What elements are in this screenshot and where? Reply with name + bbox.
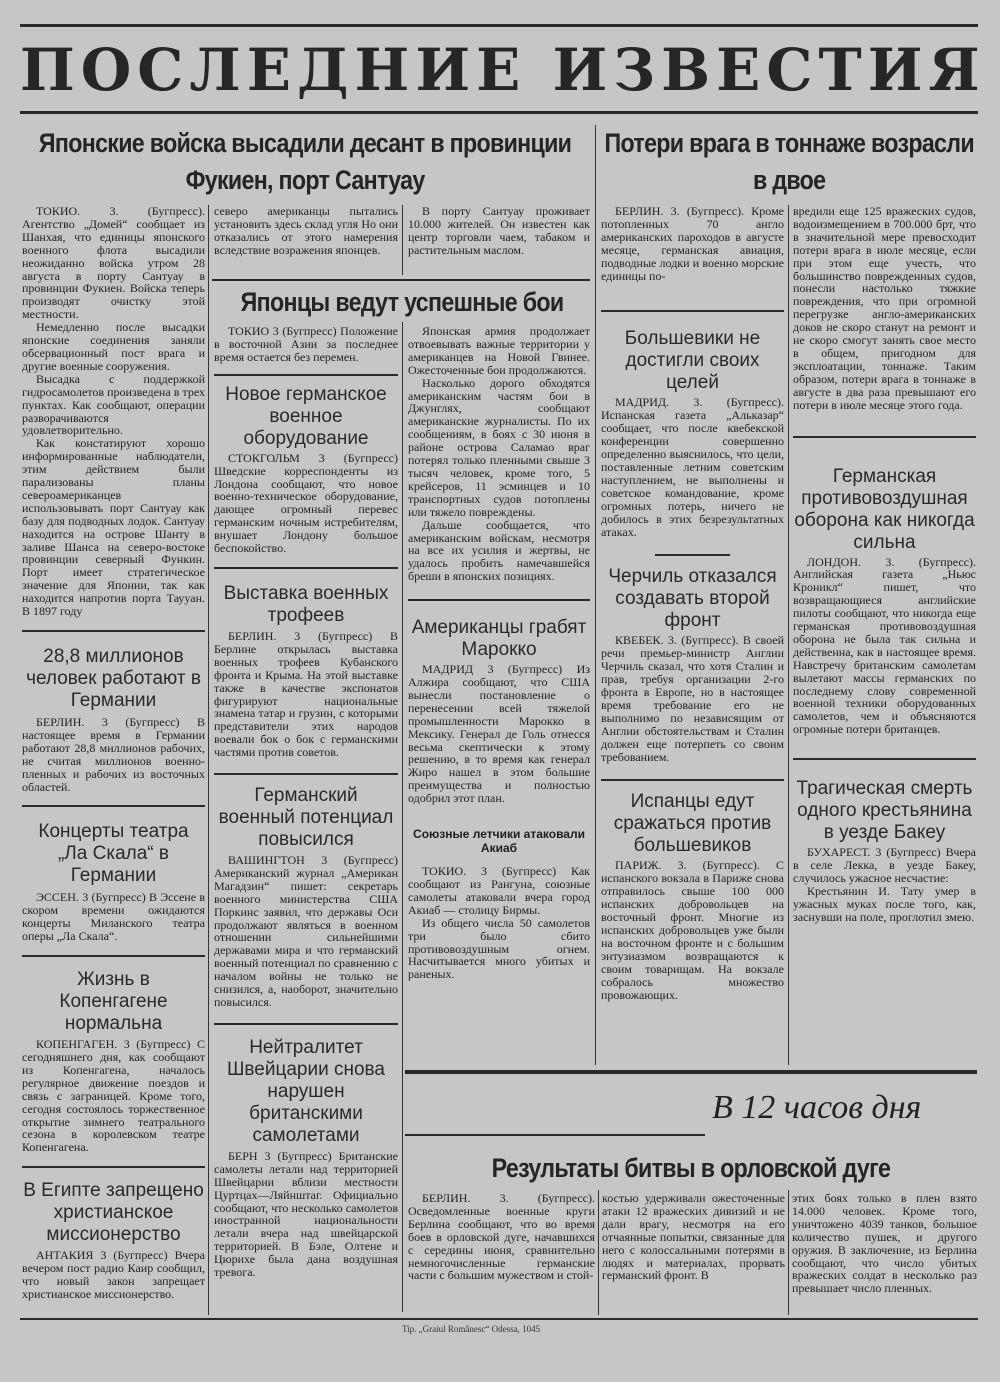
printer-imprint: Tip. „Graiul Românesc“ Odessa, 1045	[402, 1324, 541, 1334]
headline-churchill: Черчиль отказался создавать второй фронт	[608, 566, 777, 632]
paragraph: ТОКИО 3 (Бугпресс) Положение в восточной Азии за последнее время остается без перемен.	[214, 324, 398, 364]
headline-workers: 28,8 миллионов человек работают в Германии	[26, 646, 201, 711]
article-japan-fight-col2	[214, 325, 398, 364]
column-4	[601, 205, 784, 1001]
divider	[405, 1134, 705, 1136]
masthead-bottom-rule	[20, 111, 978, 114]
headline-tragic: Трагическая смерть одного крестьянина в уезде Бакеу	[796, 778, 973, 844]
section-top-rule	[405, 1070, 977, 1074]
paragraph: Немедленно после высадки японские соединения заняли обсервационный пост врага и другие военные сооружения.	[22, 320, 205, 373]
article-spaniards	[601, 859, 784, 1001]
article-orel-col2	[602, 1192, 785, 1282]
paragraph: Японская армия продолжает отвоевывать важные территории у американцев на Новой Гвинее. Ожесточенные бои продолжаются.	[408, 324, 590, 377]
paragraph: СТОКГОЛЬМ 3 (Бугпресс) Шведские корреспонденты из Лондона сообщают, что новое военно-техническое оборудование, дающее огромный перевес германским ночным истребителям, внушает Лондону большое беспокойство.	[214, 450, 398, 556]
headline-copenhagen: Жизнь в Копенгагене нормальна	[59, 969, 168, 1035]
paragraph: БЕРЛИН. 3 (Бугпресс) В Берлине открылась выставка военных трофеев Кубанского фронта и Крыма. На этой выставке также в качестве экспонатов фигурируют национальные знамена татар и грузин, с которыми представители этих народов воевали бок о бок с германскими частями против советов.	[214, 628, 398, 760]
article-trophies	[214, 630, 398, 759]
column-divider	[788, 205, 789, 1065]
paragraph: Высадка с поддержкой гидросамолетов произведена в трех пунктах. Как сообщают, операции разворачиваются удовлетворительно.	[22, 371, 205, 438]
column-divider	[598, 1190, 599, 1315]
article-workers	[22, 716, 205, 793]
paragraph: ВАШИНГТОН 3 (Бугпресс) Американский журнал „Американ Магадзин“ пишет: секретарь военного министерства США Поркинс заявил, что державы Оси продолжают являться в военном отношении сильнейшими державами мира и что германский военный потенциал по сравнению с началом войны не только не снизился, а, наоборот, значительно повысился.	[214, 853, 398, 1009]
section-title-noon: В 12 часов дня	[712, 1089, 922, 1126]
paragraph: Дальше сообщается, что американским войскам, несмотря на все их усилия и жертвы, не удалось пробить намечавшейся бреши в японских позициях.	[408, 517, 590, 584]
column-2	[214, 325, 398, 1279]
column-divider	[402, 322, 403, 1312]
paragraph: костью удерживали ожесточенные атаки 12 вражеских дивизий и не дали врагу, несмотря на его отчаянные попытки, связанные для него с колоссальными потерями в людях и материалах, прорвать германский фронт. В	[602, 1191, 785, 1283]
paragraph: ТОКИО. 3 (Бугпресс) Как сообщают из Рангуна, союзные самолеты атаковали вчера город Акиаб — столицу Бирмы.	[408, 864, 590, 917]
article-tokyo-col3	[408, 205, 590, 257]
paragraph: МАДРИД 3 (Бугпресс) Из Алжира сообщают, что США вынесли постановление о перенесении всей тяжелой промышленности Марокко в Мексику. Генерал де Голь отнесся весьма скептически к этому решению, в то время как генерал Жиро нашел в этом большие преимущества и полностью одобрил этот план.	[408, 662, 590, 806]
divider	[22, 1166, 205, 1168]
article-akyab	[408, 865, 590, 981]
column-divider	[788, 1190, 789, 1315]
headline-akyab: Союзные летчики атаковали Акиаб	[413, 827, 585, 856]
column-divider	[595, 125, 596, 1065]
headline-potential: Германский военный потенциал повысился	[218, 785, 394, 851]
divider	[601, 310, 784, 312]
divider	[214, 773, 398, 775]
headline-tonnage: Потери врага в тоннаже возрасли в двое	[604, 128, 974, 195]
divider	[408, 599, 590, 601]
article-tonnage-col4	[601, 205, 784, 282]
paragraph: ТОКИО. 3. (Бугпресс). Агентство „Домей“ сообщает из Шанхая, что единицы японского военного флота высадили неожиданно войска утром 28 августа в порту Сантуау в провинции Фукиен. Войска теперь производят очистку этой местности.	[22, 204, 205, 322]
article-egypt	[22, 1249, 205, 1301]
paragraph: Насколько дорого обходятся американским частям бои в Джунглях, сообщают американские журналисты. По их сообщениям, в боях с 30 июня в районе острова Саламао враг потерял только пленными свыше 3 тысяч человек, кроме того, 5 крейсеров, 11 эсминцев и 10 транспортных судов потоплены или тяжело повреждены.	[408, 375, 590, 519]
article-tokyo-col1	[22, 205, 205, 618]
divider	[22, 630, 205, 632]
paragraph: БЕРН 3 (Бугпресс) Британские самолеты летали над территорией Швейцарии вблизи местности Цуртцах—Ляйнштаг. Официально сообщают, что несколько самолетов иностранной национальности летали вчера над швейцарской территорией. В Бэле, Олтене и Цюрихе была дана воздушная тревога.	[214, 1148, 398, 1280]
divider	[655, 554, 730, 556]
column-divider	[208, 205, 209, 1315]
headline-trophies: Выставка военных трофеев	[223, 582, 389, 626]
paragraph: МАДРИД. 3. (Бугпресс). Испанская газета „Альказар“ сообщает, что после квебекской конференции совершенно определенно выяснилось, что цели, поставленные летним советским наступлением, не выполнены и советское командование, кроме огромных потерь, ничего не добилось в этих безрезультатных атаках.	[601, 395, 784, 539]
article-churchill	[601, 634, 784, 763]
paragraph: ЛОНДОН. 3. (Бугпресс). Английская газета „Ньюс Кроникл“ пишет, что возвращающиеся английские пилоты сообщают, что никогда еще германская противовоздушная оборона не была так сильна и действенна, как в настоящее время. Навстречу британским самолетам вылетают массы германских по последнему слову современной военной техники оборудованных самолетов, чем и объясняются огромные потери британцев.	[793, 554, 976, 737]
headline-japan-fight: Японцы ведут успешные бои	[240, 287, 564, 317]
article-copenhagen	[22, 1038, 205, 1154]
paragraph: вредили еще 125 вражеских судов, водоизмещением в 700.000 брт, что в значительной мере превосходит потери врага в июле месяце, если при этом еще учесть, что большинство поврежденных судов, понесли настолько тяжкие повреждения, что при огромной перегрузке англо-американских доков не скоро станут на ремонт и не скоро смогут занять свое место в общем, пригодном для эксплоатации, тоннаже. Таким образом, потери врага в тоннаже в августе в два раза превышают его потери в июле месяце этого года.	[793, 204, 976, 412]
article-morocco	[408, 663, 590, 805]
divider	[214, 567, 398, 569]
article-tonnage-col5	[793, 205, 976, 412]
headline-equipment: Новое германское военное оборудование	[225, 383, 387, 449]
divider	[601, 779, 784, 781]
paragraph: Как констатируют хорошо информированные наблюдатели, этим действием были парализованы планы североамериканцев использовывать порт Сантуау как базу для подводных лодок. Сантуау находится на острове Шанту в заливе Шанса на северо-востоке провинции северный Функин. Порт имеет стратегическое значение для Японии, так как находится напротив порта Таууан. В 1897 году	[22, 436, 205, 619]
headline-bolsheviks: Большевики не достигли своих целей	[624, 328, 761, 394]
paragraph: ПАРИЖ. 3. (Бугпресс). С испанского вокзала в Париже снова отправилось свыше 100 000 испанских добровольцев на восточный фронт. Многие из испанских добровольцев уже были на восточном фронте и с большим энтузиазмом возвращаются к своим товарищам. На вокзале собралось множество провожающих.	[601, 858, 784, 1002]
headline-spaniards: Испанцы едут сражаться против большевиков	[613, 791, 772, 857]
column-3	[408, 325, 590, 981]
divider	[214, 374, 398, 376]
paragraph: В порту Сантуау проживает 10.000 жителей. Он известен как центр торговли чаем, табаком и растительным маслом.	[408, 204, 590, 257]
article-equipment	[214, 452, 398, 555]
paragraph: этих боях только в плен взято 14.000 человек. Кроме того, уничтожено 4039 танков, большое количество пушек, и другого оружия. В заключение, из Берлина сообщают, что число убитых вражеских солдат в несколько раз превышает число пленных.	[792, 1191, 977, 1296]
paragraph: БЕРЛИН. 3 (Бугпресс) В настоящее время в Германии работают 28,8 миллионов рабочих, не считая миллионов военно-пленных и рабочих из восточных областей.	[22, 715, 205, 794]
masthead-top-rule	[20, 24, 978, 27]
article-swiss	[214, 1150, 398, 1279]
divider	[793, 758, 976, 760]
divider	[22, 955, 205, 957]
paragraph: Из общего числа 50 самолетов три было сбито противовоздушным огнем. Насчитывается много убитых и раненых.	[408, 915, 590, 982]
article-tokyo-col2	[214, 205, 398, 257]
column-1	[22, 205, 205, 1301]
paragraph: северо американцы пытались установить здесь склад угля Но они отказались от этого намерения вследствие возражения японцев.	[214, 204, 398, 257]
article-tragic	[793, 846, 976, 923]
paragraph: БЕРЛИН. 3. (Бугпресс). Кроме потопленных 70 англо американских пароходов в августе месяце, германская авиация, подводные лодки и военно морские единицы по-	[601, 204, 784, 283]
column-5	[793, 205, 976, 924]
paragraph: БЕРЛИН. 3. (Бугпресс). Осведомленные военные круги Берлина сообщают, что во время боев в орловской дуге, начавшихся с середины июня, сравнительно немногочисленные германские части с большим мужеством и стой-	[408, 1191, 595, 1283]
divider	[22, 805, 205, 807]
divider	[212, 279, 590, 281]
bottom-rule	[20, 1318, 978, 1320]
article-japan-fight-col3	[408, 325, 590, 583]
headline-swiss: Нейтралитет Швейцарии снова нарушен британскими самолетами	[226, 1036, 385, 1146]
article-orel-col1	[408, 1192, 595, 1282]
paragraph: Крестьянин И. Тату умер в ужасных муках после того, как, заснувши на поле, проглотил змею.	[793, 883, 976, 924]
headline-egypt: В Египте запрещено христианское миссионерство	[23, 1180, 204, 1246]
headline-scala: Концерты театра „Ла Скала“ в Германии	[38, 821, 189, 887]
masthead-title: ПОСЛЕДНИЕ ИЗВЕСТИЯ	[20, 36, 986, 104]
article-scala	[22, 891, 205, 943]
divider	[214, 1023, 398, 1025]
article-potential	[214, 854, 398, 1009]
paragraph: БУХАРЕСТ. 3 (Бугпресс) Вчера в селе Лекка, в уезде Бакеу, случилось ужасное несчастие:	[793, 845, 976, 885]
paragraph: АНТАКИЯ 3 (Бугпресс) Вчера вечером пост радио Каир сообщил, что новый закон запрещает христианское миссионерство.	[22, 1248, 205, 1301]
headline-morocco: Американцы грабят Марокко	[411, 617, 587, 661]
paragraph: КОПЕНГАГЕН. 3 (Бугпресс) С сегодняшнего дня, как сообщают из Копенгагена, началось регулярное движение поездов и связь с заграницей. Кроме того, сегодня состоялось торжественное открытие зимнего театрального сезона в королевском театре Копенгагена.	[22, 1037, 205, 1155]
divider	[793, 436, 976, 438]
headline-airdefence: Германская противовоздушная оборона как никогда сильна	[794, 465, 975, 553]
headline-tokyo: Японские войска высадили десант в провинции Фукиен, порт Сантуау	[38, 128, 572, 195]
headline-orel: Результаты битвы в орловской дуге	[491, 1153, 891, 1183]
column-divider	[402, 205, 403, 275]
paragraph: ЭССЕН. 3 (Бугпресс) В Эссене в скором времени ожидаются концерты Миланского театра оперы „Ла Скала“.	[22, 890, 205, 944]
paragraph: КВЕБЕК. 3. (Бугпресс). В своей речи премьер-министр Англии Черчиль сказал, что хотя Сталин и прав, требуя организации 2-го фронта в Европе, но в настоящее время требование его не выполнимо по независящим от Англии обстоятельствам и Сталин должен еще потерпеть со своим требованием.	[601, 633, 784, 764]
article-airdefence	[793, 556, 976, 737]
article-orel-col3	[792, 1192, 977, 1295]
article-bolsheviks	[601, 396, 784, 538]
